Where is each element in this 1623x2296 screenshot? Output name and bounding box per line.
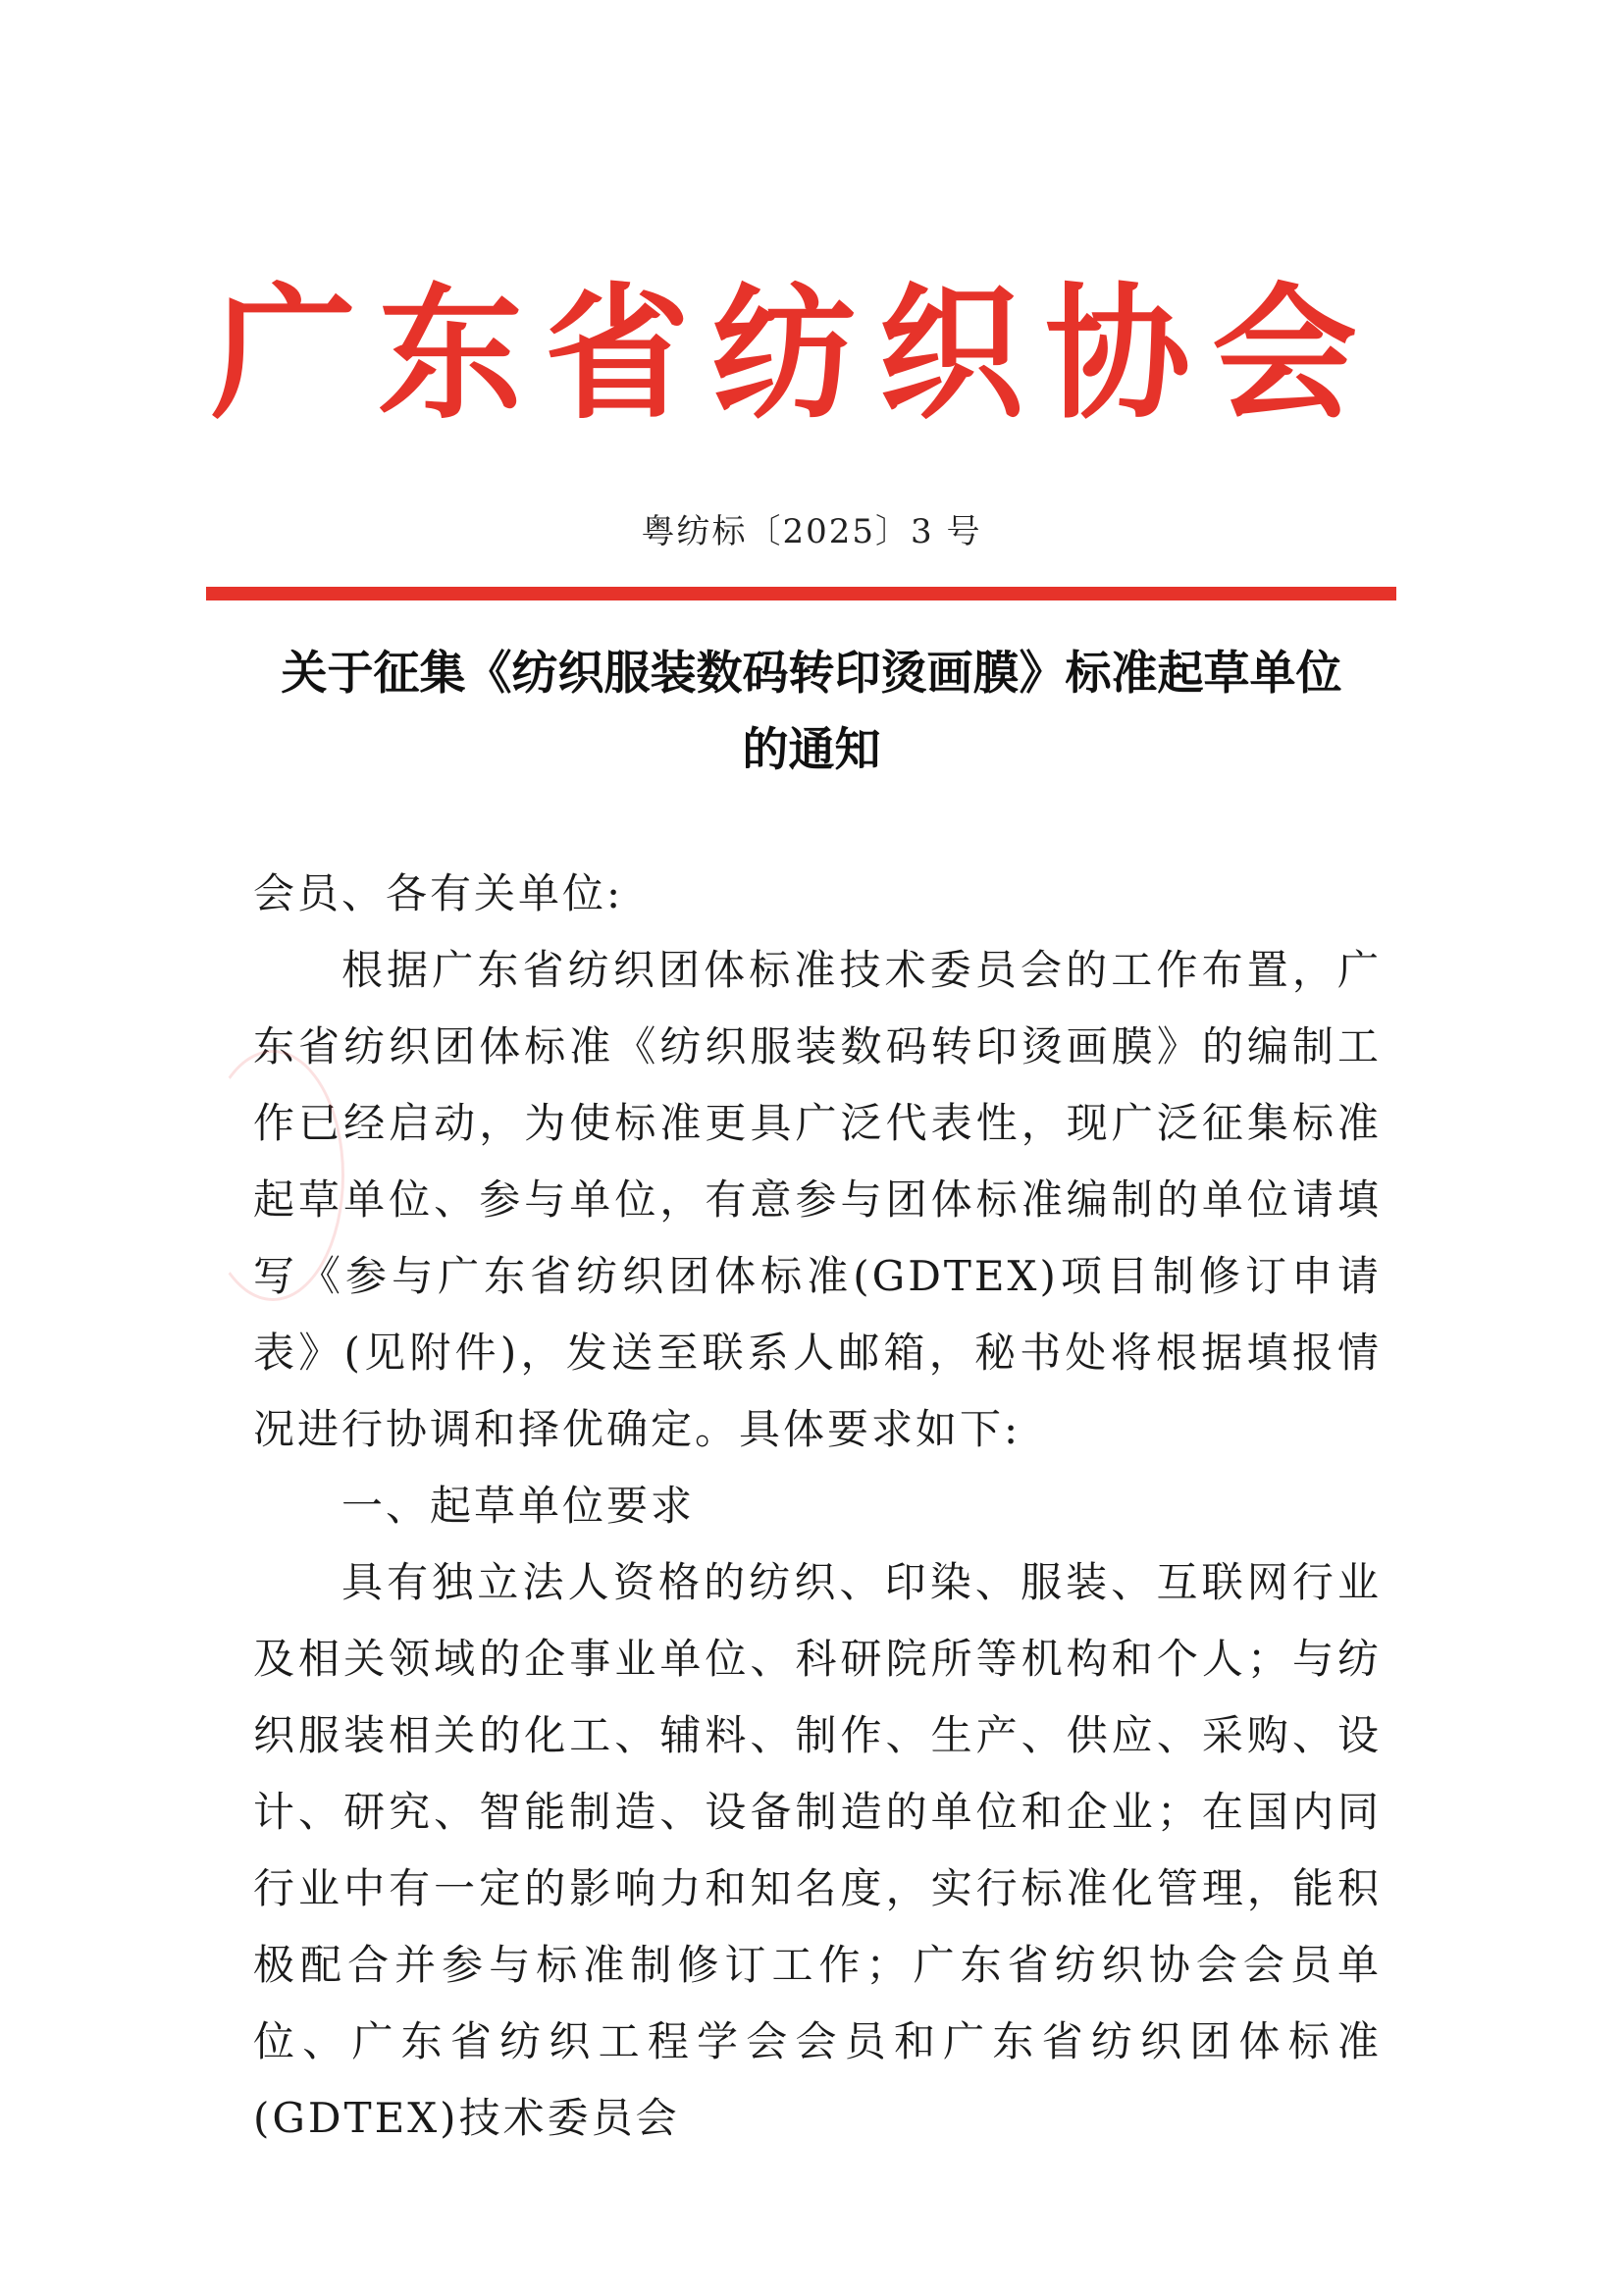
document-title — [236, 636, 1387, 789]
document-title-line-2: 的通知 — [742, 723, 881, 777]
red-divider-line — [206, 587, 1396, 600]
organization-title: 广东省纺织协会 — [211, 268, 1379, 439]
section-heading-drafting-requirements: 一、起草单位要求 — [341, 1482, 696, 1530]
salutation: 会员、各有关单位: — [253, 869, 624, 917]
document-title-line-1: 关于征集《纺织服装数码转印烫画膜》标准起草单位 — [281, 647, 1342, 701]
document-body — [253, 856, 1382, 2157]
document-number: 粤纺标〔2025〕3 号 — [641, 512, 982, 551]
paragraph-intro: 根据广东省纺织团体标准技术委员会的工作布置，广东省纺织团体标准《纺织服装数码转印烫画膜》的编制工作已经启动，为使标准更具广泛代表性，现广泛征集标准起草单位、参与单位，有意参与团体标准编制的单位请填写《参与广东省纺织团体标准(GDTEX)项目制修订申请表》(见附件)，发送至联系人邮箱，秘书处将根据填报情况进行协调和择优确定。具体要求如下: — [253, 946, 1382, 1453]
paragraph-drafting-requirements: 具有独立法人资格的纺织、印染、服装、互联网行业及相关领域的企事业单位、科研院所等机构和个人；与纺织服装相关的化工、辅料、制作、生产、供应、采购、设计、研究、智能制造、设备制造的单位和企业；在国内同行业中有一定的影响力和知名度，实行标准化管理，能积极配合并参与标准制修订工作；广东省纺织协会会员单位、广东省纺织工程学会会员和广东省纺织团体标准(GDTEX)技术委员会 — [253, 1558, 1382, 2142]
